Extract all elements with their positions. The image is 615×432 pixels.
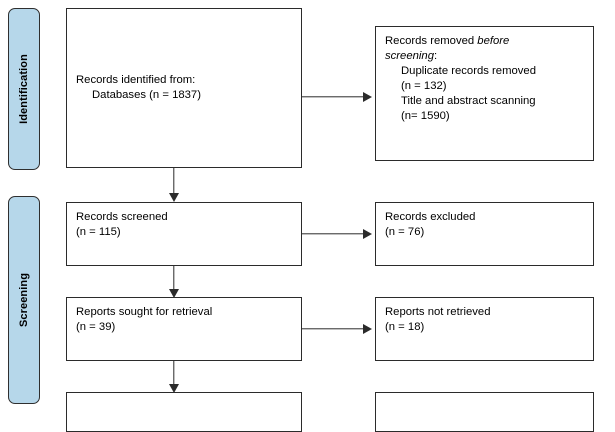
box-records-removed [375,26,594,161]
box-line: screening: [385,49,438,62]
box-line: (n = 76) [385,225,425,238]
phase-bar-identification [8,8,40,170]
box-line: Databases (n = 1837) [92,88,201,101]
box-line: (n = 18) [385,320,425,333]
arrow-sought-to-not-retrieved [302,323,372,335]
box-line: Records removed before [385,35,510,47]
box-line: Records screened [76,211,168,223]
box-line: Reports sought for retrieval [76,306,213,318]
box-line: Records identified from: [76,74,196,86]
box-reports-assessed-partial [66,392,302,432]
box-line: Reports not retrieved [385,306,491,318]
box-reports-not-retrieved [375,297,594,361]
arrow-identified-to-screened [168,168,180,202]
phase-label-screening: Screening [18,272,30,328]
phase-bar-screening [8,196,40,404]
box-line: (n = 132) [401,79,447,92]
box-records-identified [66,8,302,168]
box-line: Records excluded [385,211,476,223]
box-line: (n= 1590) [401,109,450,122]
box-line: Title and abstract scanning [401,94,536,107]
box-line: (n = 39) [76,320,116,333]
phase-label-identification: Identification [18,54,30,124]
box-records-excluded [375,202,594,266]
box-line: (n = 115) [76,225,121,238]
arrow-sought-to-assessed [168,361,180,393]
box-reports-sought [66,297,302,361]
box-records-screened [66,202,302,266]
arrow-screened-to-excluded [302,228,372,240]
arrow-screened-to-sought [168,266,180,298]
box-line: Duplicate records removed [401,64,536,77]
arrow-identified-to-removed [302,91,372,103]
box-reports-excluded-partial [375,392,594,432]
